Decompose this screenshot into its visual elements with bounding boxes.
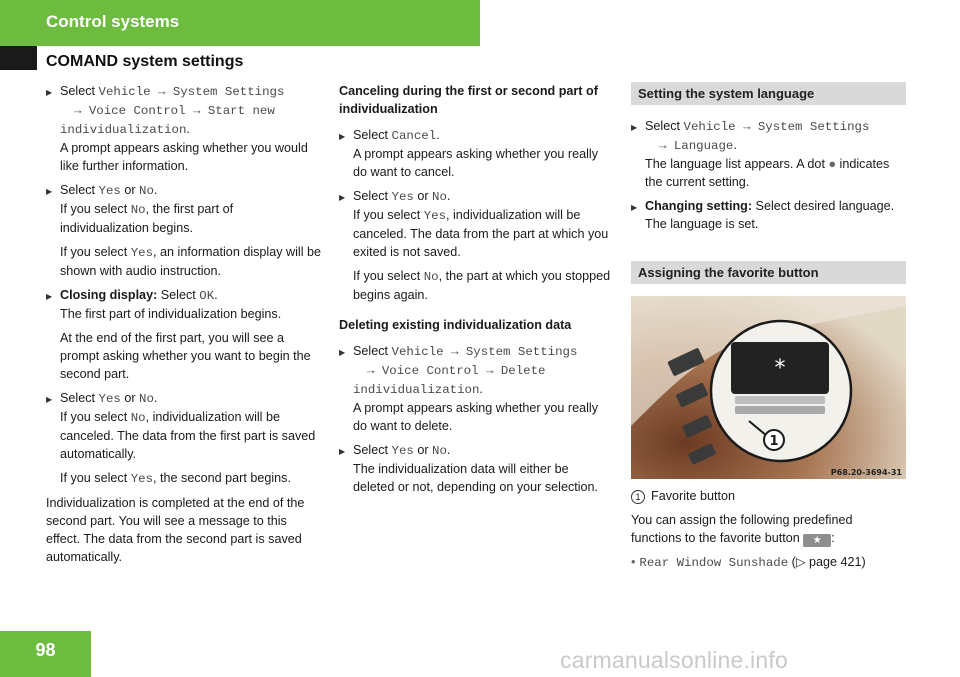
option-no: No <box>139 184 154 198</box>
step-delete-confirm <box>339 441 613 496</box>
step-yes-no <box>46 181 324 237</box>
menu-path: individualization <box>60 123 187 137</box>
step-text: . <box>153 391 158 405</box>
step-text: . <box>446 189 451 203</box>
step-text: Select <box>353 189 392 203</box>
option-no: No <box>432 190 447 204</box>
step-text: . <box>436 128 440 142</box>
step-text: Select <box>353 128 392 142</box>
step-language <box>631 117 906 191</box>
page-number-tab <box>0 631 91 677</box>
list-item <box>631 553 906 572</box>
step-text: Select desired language. <box>752 199 895 213</box>
step-text: Select <box>157 288 200 302</box>
option-ok: OK <box>199 289 215 303</box>
step-text: , the part at which you stopped begins again. <box>353 269 611 302</box>
step-text: , the first part of individualization begins. <box>60 202 234 235</box>
function-name: Rear Window Sunshade <box>639 556 789 570</box>
step-text: Select <box>645 119 684 133</box>
step-text: Select <box>353 344 392 358</box>
watermark: carmanualsonline.info <box>560 647 788 673</box>
step-text: . <box>186 122 190 136</box>
option-yes: Yes <box>423 209 447 223</box>
step-text: . <box>214 288 218 302</box>
step-text: , the second part begins. <box>153 471 291 485</box>
subheading-cancel: Canceling during the first or second part of individualization <box>339 84 598 116</box>
step-text: or <box>413 443 433 457</box>
step-change-language <box>631 197 906 233</box>
option-yes: Yes <box>391 444 414 458</box>
step-description: A prompt appears asking whether you really do want to delete. <box>353 401 599 433</box>
step-text: Select <box>60 391 99 405</box>
menu-path: individualization <box>353 383 480 397</box>
step-note <box>46 469 324 488</box>
figure-code: P68.20-3694-31 <box>830 468 902 477</box>
option-yes: Yes <box>98 184 121 198</box>
section-marker <box>0 46 37 70</box>
option-no: No <box>130 203 146 217</box>
column-right <box>631 82 906 578</box>
box-heading-language: Setting the system language <box>631 82 906 105</box>
step-description: A prompt appears asking whether you would like further information. <box>60 141 308 173</box>
section-title: COMAND system settings <box>46 53 244 70</box>
step-text: . <box>446 443 451 457</box>
step-text: If you select <box>60 410 131 424</box>
option-no: No <box>423 270 439 284</box>
menu-path: → Voice Control → Start new <box>74 104 275 118</box>
favorite-star-icon: ★ <box>803 534 831 547</box>
step-description: The language is set. <box>645 217 759 231</box>
caption-text: Favorite button <box>651 489 736 503</box>
menu-path: Vehicle → System Settings <box>98 85 285 99</box>
step-cancel-confirm <box>339 187 613 261</box>
paragraph-text: : <box>831 531 835 545</box>
step-text: , individualization will be canceled. The data from the first part is saved automatically. <box>60 410 316 461</box>
step-text: indicates the current setting. <box>645 157 890 189</box>
figure-caption <box>631 487 906 505</box>
step-text: If you select <box>60 245 131 259</box>
menu-path: Vehicle → System Settings <box>683 120 870 134</box>
step-label: Closing display: <box>60 288 158 302</box>
menu-path: → Language <box>659 139 734 153</box>
figure-illustration <box>631 296 906 479</box>
step-start-individualization <box>46 82 324 175</box>
step-delete <box>339 342 613 435</box>
step-text: If you select <box>60 202 131 216</box>
option-no: No <box>139 392 154 406</box>
column-left <box>46 82 324 572</box>
step-text: . <box>479 382 483 396</box>
option-no: No <box>432 444 447 458</box>
step-description: The first part of individualization begins. <box>60 307 282 321</box>
step-text: If you select <box>353 208 424 222</box>
page-number: 98 <box>35 640 56 660</box>
step-text: or <box>413 189 433 203</box>
step-text: , an information display will be shown with audio instruction. <box>60 245 322 278</box>
step-description: The individualization data will either be deleted or not, depending on your selection. <box>353 462 599 494</box>
column-middle <box>339 82 613 502</box>
step-text: The language list appears. A dot <box>645 157 829 171</box>
page-reference: (▷ page 421) <box>788 555 866 569</box>
figure-callout: 1 <box>769 434 779 449</box>
favorite-button-figure <box>631 296 906 479</box>
step-text: . <box>733 138 737 152</box>
step-note <box>46 243 324 280</box>
step-text: Select <box>60 84 99 98</box>
step-label: Changing setting: <box>645 199 753 213</box>
option-no: No <box>130 411 146 425</box>
step-description: A prompt appears asking whether you really do want to cancel. <box>353 147 599 179</box>
step-closing-display <box>46 286 324 323</box>
step-text: If you select <box>60 471 131 485</box>
dot-icon: ● <box>828 157 837 171</box>
step-cancel <box>339 126 613 181</box>
option-yes: Yes <box>391 190 414 204</box>
step-text: If you select <box>353 269 424 283</box>
step-text: , individualization will be canceled. The data from the part at which you exited is not saved. <box>353 208 609 259</box>
chapter-title: Control systems <box>46 12 180 31</box>
bullet-icon: • <box>631 555 636 569</box>
option-cancel: Cancel <box>391 129 437 143</box>
menu-path: → Voice Control → Delete <box>367 364 546 378</box>
favorite-paragraph <box>631 511 906 547</box>
step-text: . <box>153 183 158 197</box>
option-yes: Yes <box>98 392 121 406</box>
subheading-delete: Deleting existing individualization data <box>339 318 572 332</box>
step-note: At the end of the first part, you will see a prompt asking whether you want to begin the second part. <box>60 331 311 381</box>
option-yes: Yes <box>130 472 154 486</box>
step-text: Select <box>353 443 392 457</box>
option-yes: Yes <box>130 246 154 260</box>
callout-number: 1 <box>631 490 645 504</box>
star-icon: * <box>774 356 786 381</box>
menu-path: Vehicle → System Settings <box>391 345 578 359</box>
step-text: or <box>120 183 140 197</box>
paragraph-text: You can assign the following predefined functions to the favorite button <box>631 513 853 545</box>
step-text: or <box>120 391 140 405</box>
chapter-header <box>0 0 480 46</box>
step-text: Select <box>60 183 99 197</box>
closing-paragraph: Individualization is completed at the end of the second part. You will see a message to this effect. The data from the second part is saved automatically. <box>46 496 305 564</box>
box-heading-favorite: Assigning the favorite button <box>631 261 906 284</box>
step-note <box>339 267 613 304</box>
step-second-part <box>46 389 324 463</box>
